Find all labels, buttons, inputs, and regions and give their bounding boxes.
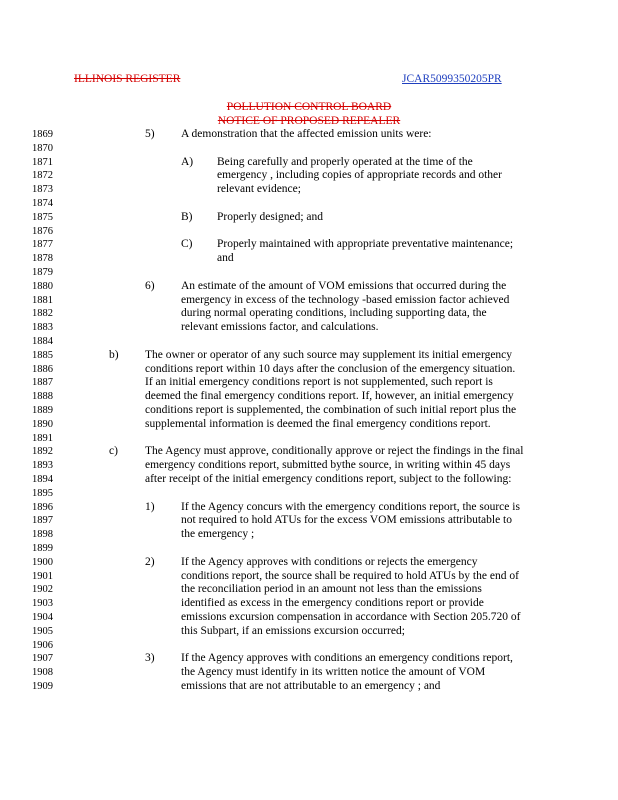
body-line: If the Agency concurs with the emergency conditions report, the source is bbox=[181, 500, 520, 513]
body-line: A demonstration that the affected emission units were: bbox=[181, 128, 432, 140]
body-line: The owner or operator of any such source may supplement its initial emergency bbox=[145, 348, 513, 361]
body-line: 6) bbox=[145, 279, 155, 292]
body-line: relevant evidence; bbox=[217, 183, 301, 196]
body-line: Properly maintained with appropriate preventative maintenance; bbox=[217, 238, 514, 251]
body-line: conditions report is supplemented, the combination of such initial report plus the bbox=[145, 404, 517, 416]
line-number: 1898 bbox=[32, 529, 53, 541]
body-line: conditions report, the source shall be required to hold ATUs by the end of bbox=[181, 569, 519, 582]
line-number: 1886 bbox=[32, 363, 53, 375]
line-number: 1893 bbox=[32, 460, 53, 472]
body-line: emissions excursion compensation in accordance with Section 205.720 of bbox=[181, 611, 521, 623]
line-number: 1879 bbox=[32, 267, 53, 278]
line-number: 1876 bbox=[32, 225, 53, 237]
line-number: 1874 bbox=[32, 198, 53, 209]
body-line: emergency conditions report, submitted bythe source, in writing within 45 days bbox=[145, 459, 511, 472]
body-line: A) bbox=[181, 155, 194, 168]
body-line: C) bbox=[181, 238, 193, 251]
line-number: 1908 bbox=[32, 667, 53, 679]
line-number: 1873 bbox=[32, 184, 53, 196]
body-line: emissions that are not attributable to an emergency ; and bbox=[181, 680, 441, 692]
body-line: the Agency must identify in its written notice the amount of VOM bbox=[181, 666, 486, 679]
line-number: 1907 bbox=[32, 653, 53, 665]
body-line: If the Agency approves with conditions or rejects the emergency bbox=[181, 555, 478, 568]
line-number: 1901 bbox=[32, 570, 53, 582]
body-line: 3) bbox=[145, 652, 155, 665]
line-number: 1875 bbox=[32, 211, 53, 223]
register-title: ILLINOIS REGISTER bbox=[74, 73, 181, 85]
line-number: 1897 bbox=[32, 515, 53, 527]
line-number: 1869 bbox=[32, 129, 53, 140]
body-line: B) bbox=[181, 210, 193, 223]
line-number: 1888 bbox=[32, 391, 53, 403]
body-line: 1) bbox=[145, 500, 155, 513]
line-number: 1881 bbox=[32, 294, 53, 306]
line-number: 1885 bbox=[32, 349, 53, 361]
body-line: 5) bbox=[145, 128, 155, 140]
body-line: not required to hold ATUs for the excess VOM emissions attributable to bbox=[181, 514, 513, 527]
line-number: 1909 bbox=[32, 681, 53, 692]
body-line: after receipt of the initial emergency conditions report, subject to the following: bbox=[145, 473, 512, 485]
body-line: 2) bbox=[145, 555, 155, 568]
body-line: If an initial emergency conditions report is not supplemented, such report is bbox=[145, 376, 493, 389]
line-number: 1891 bbox=[32, 432, 53, 444]
body-line: emergency in excess of the technology -based emission factor achieved bbox=[181, 293, 510, 306]
line-number: 1872 bbox=[32, 170, 53, 182]
body-line: c) bbox=[109, 445, 118, 458]
line-number: 1899 bbox=[32, 543, 53, 554]
line-number: 1887 bbox=[32, 377, 53, 389]
body-line: Properly designed; and bbox=[217, 210, 324, 223]
line-number: 1878 bbox=[32, 253, 53, 265]
body-line: the reconciliation period in an amount not less than the emissions bbox=[181, 583, 482, 596]
body-line: deemed the final emergency conditions report. If, however, an initial emergency bbox=[145, 390, 514, 403]
line-number: 1902 bbox=[32, 584, 53, 596]
body-line: conditions report within 10 days after the conclusion of the emergency situation. bbox=[145, 362, 516, 375]
body-line: emergency , including copies of appropriate records and other bbox=[217, 169, 502, 182]
line-number: 1880 bbox=[32, 280, 53, 292]
body-line: relevant emissions factor, and calculations. bbox=[181, 321, 379, 334]
line-number: 1877 bbox=[32, 239, 53, 251]
line-number: 1906 bbox=[32, 639, 53, 651]
line-number: 1896 bbox=[32, 501, 53, 513]
line-number: 1871 bbox=[32, 156, 53, 168]
board-heading: POLLUTION CONTROL BOARD bbox=[226, 101, 392, 113]
line-number: 1900 bbox=[32, 556, 53, 568]
body-line: An estimate of the amount of VOM emissions that occurred during the bbox=[181, 279, 507, 292]
line-number: 1883 bbox=[32, 322, 53, 334]
line-number: 1870 bbox=[32, 142, 53, 154]
body-line: If the Agency approves with conditions an emergency conditions report, bbox=[181, 652, 513, 665]
jcar-code-link[interactable]: JCAR5099350205PR bbox=[402, 73, 502, 85]
line-number: 1892 bbox=[32, 446, 53, 458]
body-line: identified as excess in the emergency conditions report or provide bbox=[181, 597, 484, 610]
body-line: supplemental information is deemed the final emergency conditions report. bbox=[145, 417, 491, 430]
line-number: 1905 bbox=[32, 625, 53, 637]
body-line: The Agency must approve, conditionally approve or reject the findings in the final bbox=[145, 445, 524, 458]
line-number: 1890 bbox=[32, 418, 53, 430]
notice-heading: NOTICE OF PROPOSED REPEALER bbox=[217, 115, 401, 127]
line-number: 1895 bbox=[32, 487, 53, 499]
line-number: 1894 bbox=[32, 474, 53, 485]
line-number: 1882 bbox=[32, 308, 53, 320]
line-number: 1884 bbox=[32, 336, 53, 347]
line-number: 1904 bbox=[32, 612, 53, 623]
line-number: 1889 bbox=[32, 405, 53, 416]
line-number: 1903 bbox=[32, 598, 53, 610]
body-line: the emergency ; bbox=[181, 528, 255, 541]
body-line: this Subpart, if an emissions excursion occurred; bbox=[181, 624, 405, 637]
body-line: Being carefully and properly operated at the time of the bbox=[217, 155, 473, 168]
body-line: b) bbox=[109, 348, 119, 361]
body-line: and bbox=[217, 252, 234, 265]
body-line: during normal operating conditions, including supporting data, the bbox=[181, 307, 487, 320]
